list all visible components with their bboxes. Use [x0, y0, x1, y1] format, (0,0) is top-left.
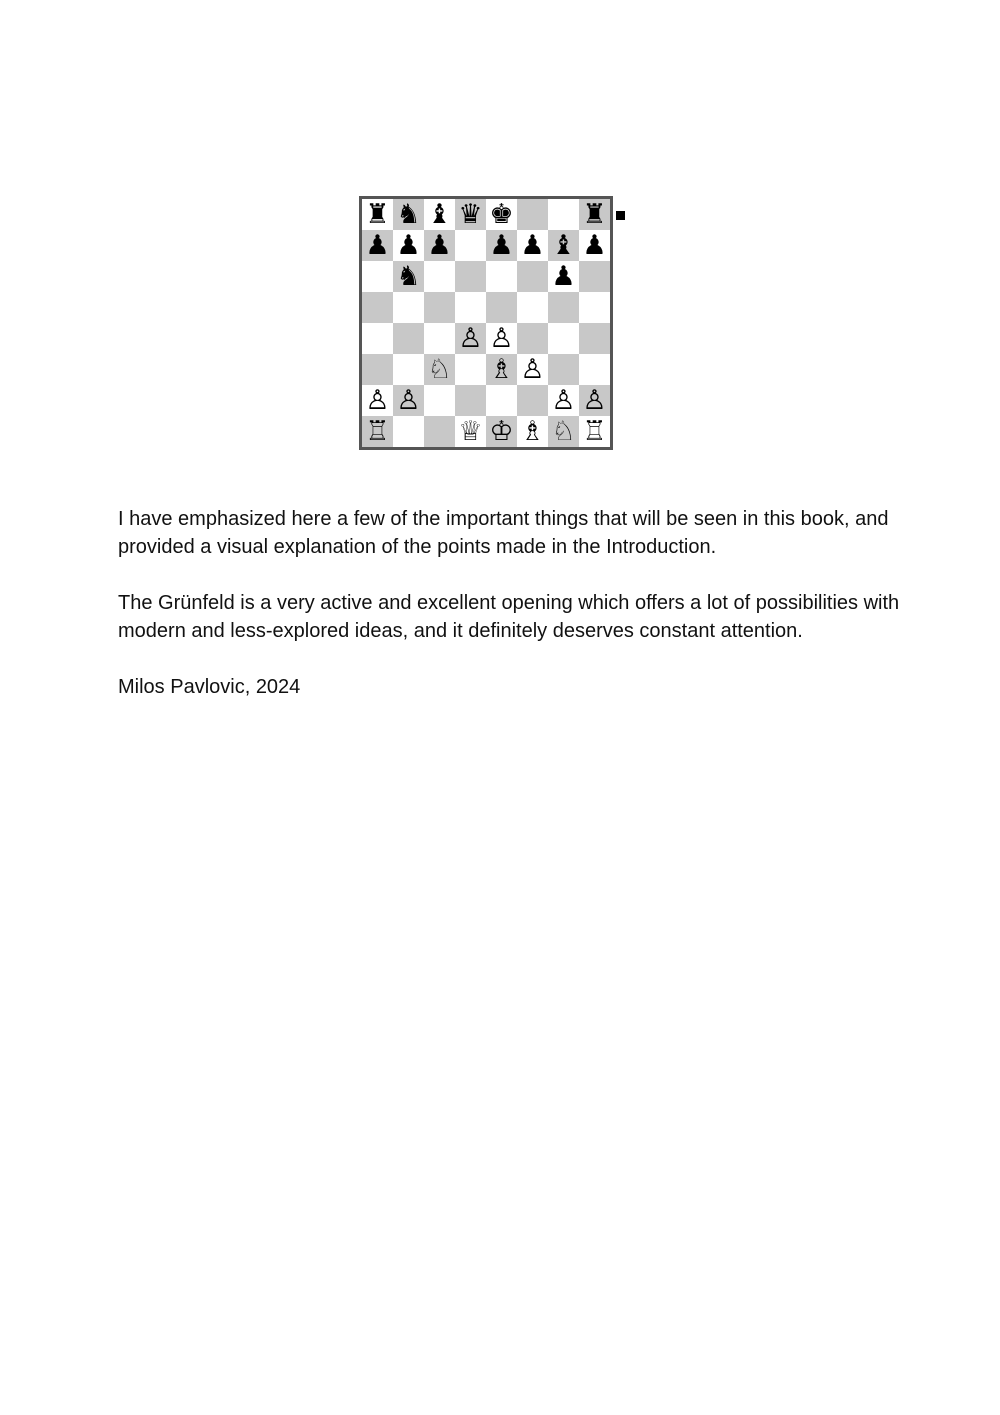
square-b2 — [393, 385, 424, 416]
square-b8 — [393, 199, 424, 230]
square-a4 — [362, 323, 393, 354]
square-h3 — [579, 354, 610, 385]
white-pawn-icon: ♙ — [582, 385, 607, 416]
black-pawn-icon: ♟ — [365, 230, 390, 261]
square-e3 — [486, 354, 517, 385]
square-h7 — [579, 230, 610, 261]
side-to-move-marker — [616, 211, 625, 220]
square-d4 — [455, 323, 486, 354]
square-c2 — [424, 385, 455, 416]
square-a5 — [362, 292, 393, 323]
square-a6 — [362, 261, 393, 292]
signature: Milos Pavlovic, 2024 — [118, 676, 301, 698]
white-pawn-icon: ♙ — [520, 354, 545, 385]
square-f5 — [517, 292, 548, 323]
square-e6 — [486, 261, 517, 292]
square-f1 — [517, 416, 548, 447]
square-g1 — [548, 416, 579, 447]
square-h2 — [579, 385, 610, 416]
black-pawn-icon: ♟ — [520, 230, 545, 261]
white-pawn-icon: ♙ — [458, 323, 483, 354]
square-g5 — [548, 292, 579, 323]
square-h1 — [579, 416, 610, 447]
white-pawn-icon: ♙ — [489, 323, 514, 354]
square-b1 — [393, 416, 424, 447]
square-f2 — [517, 385, 548, 416]
square-c1 — [424, 416, 455, 447]
black-queen-icon: ♛ — [458, 199, 483, 230]
square-d3 — [455, 354, 486, 385]
square-h5 — [579, 292, 610, 323]
square-g4 — [548, 323, 579, 354]
square-f4 — [517, 323, 548, 354]
white-pawn-icon: ♙ — [551, 385, 576, 416]
square-a2 — [362, 385, 393, 416]
square-h4 — [579, 323, 610, 354]
square-c6 — [424, 261, 455, 292]
text-block — [118, 505, 908, 729]
paragraph-2: The Grünfeld is a very active and excellent opening which offers a lot of possibilities with modern and less-explored ideas, and it definitely deserves constant attention. — [118, 592, 900, 642]
black-pawn-icon: ♟ — [427, 230, 452, 261]
square-a7 — [362, 230, 393, 261]
black-rook-icon: ♜ — [365, 199, 390, 230]
square-d2 — [455, 385, 486, 416]
square-g3 — [548, 354, 579, 385]
square-f8 — [517, 199, 548, 230]
square-d5 — [455, 292, 486, 323]
white-knight-icon: ♘ — [427, 354, 452, 385]
black-pawn-icon: ♟ — [396, 230, 421, 261]
square-f3 — [517, 354, 548, 385]
black-knight-icon: ♞ — [396, 261, 421, 292]
square-h6 — [579, 261, 610, 292]
square-b5 — [393, 292, 424, 323]
square-c3 — [424, 354, 455, 385]
square-e2 — [486, 385, 517, 416]
square-a8 — [362, 199, 393, 230]
square-d6 — [455, 261, 486, 292]
square-b6 — [393, 261, 424, 292]
white-pawn-icon: ♙ — [365, 385, 390, 416]
square-a3 — [362, 354, 393, 385]
black-pawn-icon: ♟ — [582, 230, 607, 261]
square-g6 — [548, 261, 579, 292]
square-f6 — [517, 261, 548, 292]
square-c7 — [424, 230, 455, 261]
square-e5 — [486, 292, 517, 323]
square-b3 — [393, 354, 424, 385]
square-f7 — [517, 230, 548, 261]
square-b4 — [393, 323, 424, 354]
black-king-icon: ♚ — [489, 199, 514, 230]
square-d8 — [455, 199, 486, 230]
white-bishop-icon: ♗ — [489, 354, 514, 385]
square-a1 — [362, 416, 393, 447]
square-e7 — [486, 230, 517, 261]
white-queen-icon: ♕ — [458, 416, 483, 447]
square-c8 — [424, 199, 455, 230]
square-g7 — [548, 230, 579, 261]
black-pawn-icon: ♟ — [489, 230, 514, 261]
black-rook-icon: ♜ — [582, 199, 607, 230]
white-king-icon: ♔ — [489, 416, 514, 447]
square-d7 — [455, 230, 486, 261]
square-g2 — [548, 385, 579, 416]
black-knight-icon: ♞ — [396, 199, 421, 230]
square-g8 — [548, 199, 579, 230]
white-knight-icon: ♘ — [551, 416, 576, 447]
paragraph-1: I have emphasized here a few of the important things that will be seen in this book, and provided a visual explanation of the points made in the Introduction. — [118, 508, 889, 558]
black-pawn-icon: ♟ — [551, 261, 576, 292]
white-rook-icon: ♖ — [365, 416, 390, 447]
black-bishop-icon: ♝ — [551, 230, 576, 261]
square-c4 — [424, 323, 455, 354]
white-rook-icon: ♖ — [582, 416, 607, 447]
square-e1 — [486, 416, 517, 447]
black-bishop-icon: ♝ — [427, 199, 452, 230]
white-pawn-icon: ♙ — [396, 385, 421, 416]
square-d1 — [455, 416, 486, 447]
white-bishop-icon: ♗ — [520, 416, 545, 447]
square-c5 — [424, 292, 455, 323]
square-e4 — [486, 323, 517, 354]
chess-diagram — [359, 196, 613, 450]
square-e8 — [486, 199, 517, 230]
square-b7 — [393, 230, 424, 261]
square-h8 — [579, 199, 610, 230]
